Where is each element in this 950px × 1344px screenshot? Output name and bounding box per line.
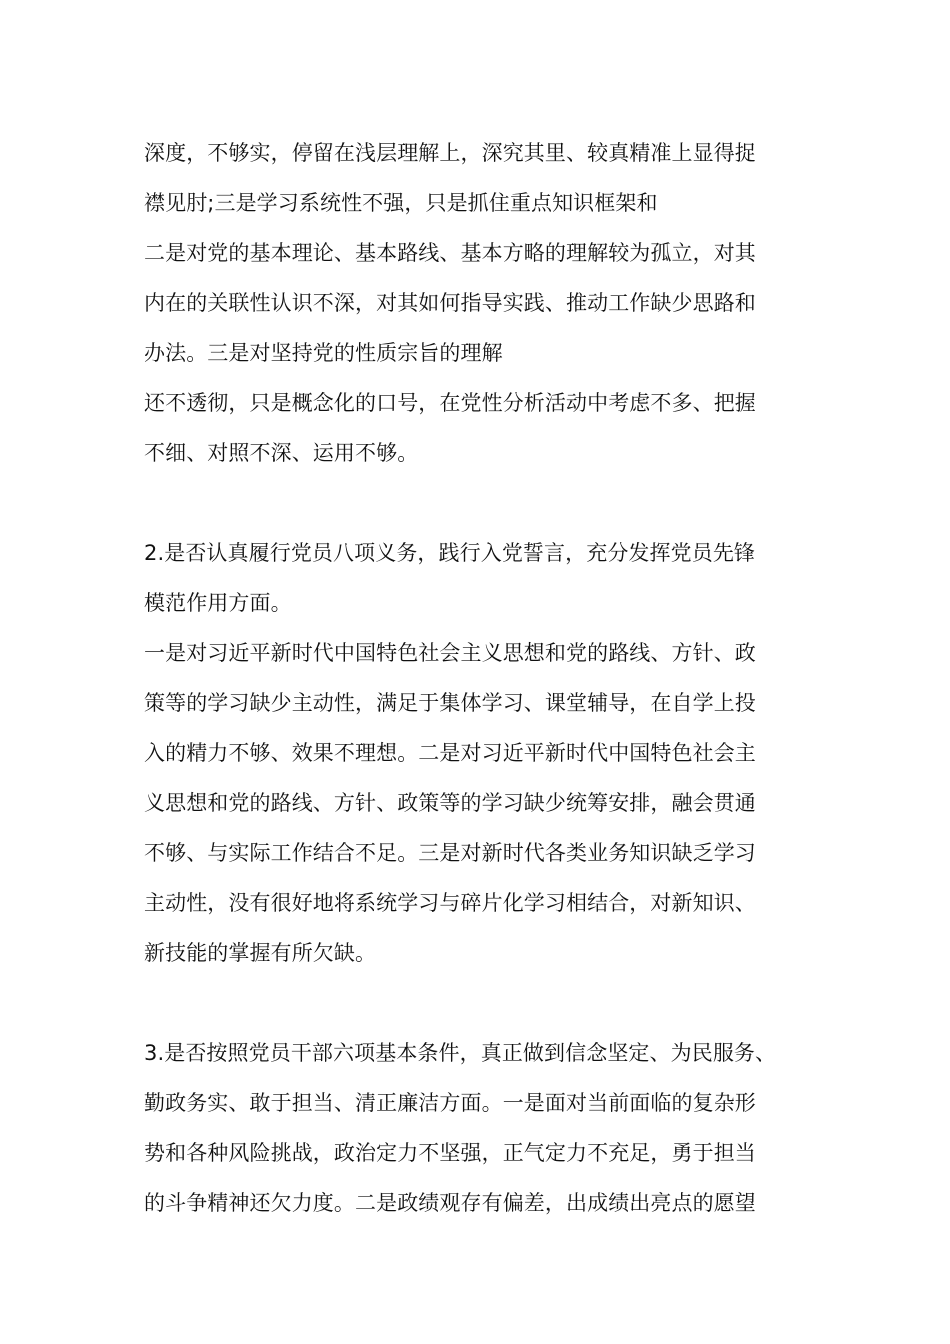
text-line: 势和各种风险挑战，政治定力不坚强，正气定力不充足，勇于担当 <box>144 1141 756 1165</box>
section-heading-line: 3.是否按照党员干部六项基本条件，真正做到信念坚定、为民服务、 <box>144 1041 777 1065</box>
text-line: 襟见肘;三是学习系统性不强，只是抓住重点知识框架和 <box>144 191 658 215</box>
section-heading-line: 模范作用方面。 <box>144 591 292 615</box>
text-line: 策等的学习缺少主动性，满足于集体学习、课堂辅导，在自学上投 <box>144 691 756 715</box>
text-line: 不细、对照不深、运用不够。 <box>144 441 419 465</box>
section-heading-line: 2.是否认真履行党员八项义务，践行入党誓言，充分发挥党员先锋 <box>144 541 756 565</box>
document-body <box>144 128 824 1228</box>
text-line: 不够、与实际工作结合不足。三是对新时代各类业务知识缺乏学习 <box>144 841 756 865</box>
paragraph-gap <box>144 978 824 1028</box>
text-line: 还不透彻，只是概念化的口号，在党性分析活动中考虑不多、把握 <box>144 391 756 415</box>
paragraph-block-2 <box>144 528 824 978</box>
text-line: 办法。三是对坚持党的性质宗旨的理解 <box>144 341 503 365</box>
text-line: 新技能的掌握有所欠缺。 <box>144 941 377 965</box>
text-line: 主动性，没有很好地将系统学习与碎片化学习相结合，对新知识、 <box>144 891 756 915</box>
text-line: 一是对习近平新时代中国特色社会主义思想和党的路线、方针、政 <box>144 641 756 665</box>
text-line: 入的精力不够、效果不理想。二是对习近平新时代中国特色社会主 <box>144 741 756 765</box>
text-line: 的斗争精神还欠力度。二是政绩观存有偏差，出成绩出亮点的愿望 <box>144 1191 756 1215</box>
text-line: 义思想和党的路线、方针、政策等的学习缺少统筹安排，融会贯通 <box>144 791 756 815</box>
paragraph-block-1 <box>144 128 824 478</box>
text-line: 内在的关联性认识不深，对其如何指导实践、推动工作缺少思路和 <box>144 291 756 315</box>
text-line: 深度，不够实，停留在浅层理解上，深究其里、较真精准上显得捉 <box>144 141 756 165</box>
text-line: 二是对党的基本理论、基本路线、基本方略的理解较为孤立，对其 <box>144 241 756 265</box>
paragraph-gap <box>144 478 824 528</box>
text-line: 勤政务实、敢于担当、清正廉洁方面。一是面对当前面临的复杂形 <box>144 1091 756 1115</box>
paragraph-block-3 <box>144 1028 824 1228</box>
